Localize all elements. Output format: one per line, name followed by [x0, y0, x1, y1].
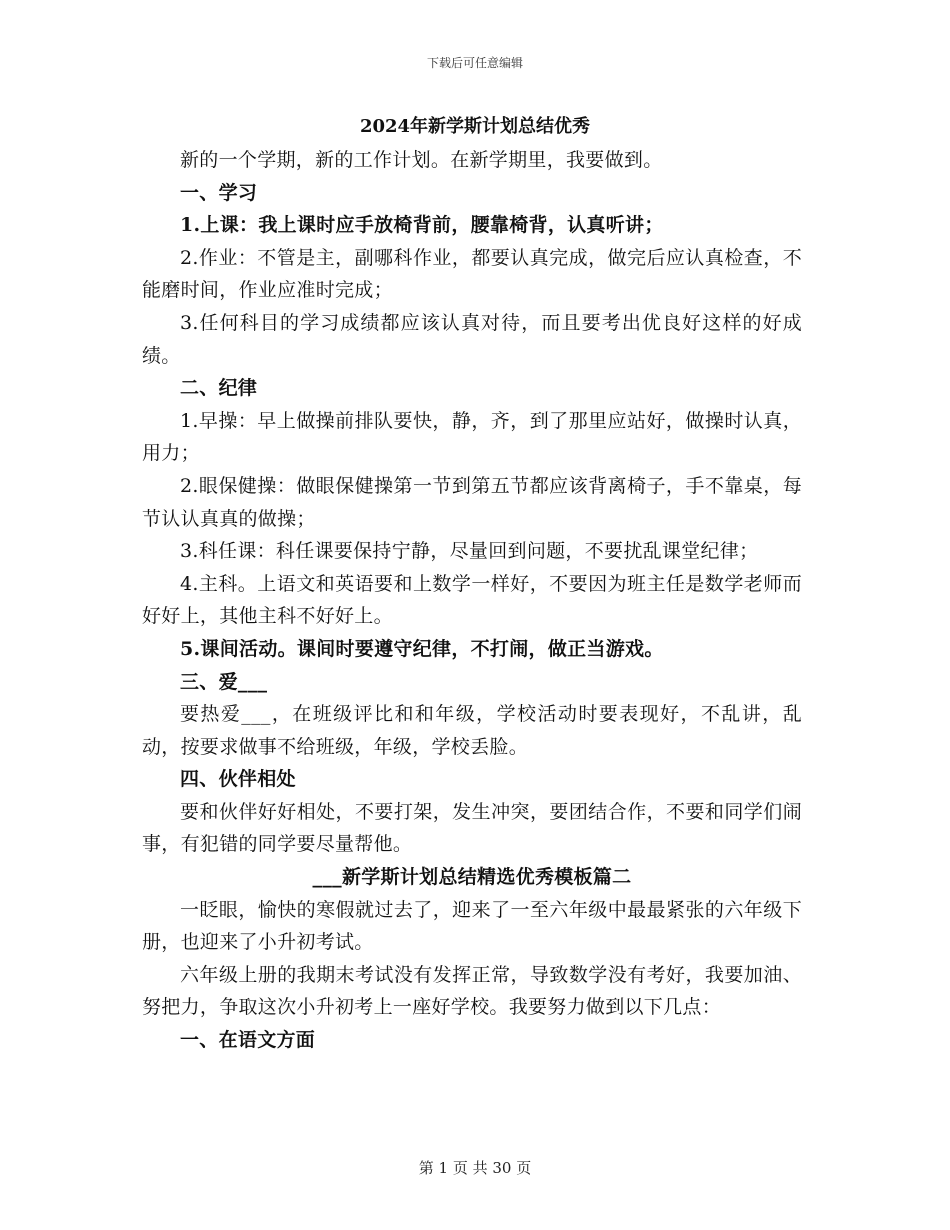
paragraph-intro: 新的一个学期，新的工作计划。在新学期里，我要做到。 [180, 149, 663, 171]
page-number: 第 1 页 共 30 页 [418, 1159, 532, 1177]
page-header-note: 下载后可任意编辑 [426, 56, 523, 70]
paragraph-love: 要热爱___，在班级评比和和年级，学校活动时要表现好，不乱讲，乱动，按要求做事不给班级，年级，学校丢脸。 [142, 703, 802, 758]
paragraph-eye-exercise: 2.眼保健操：做眼保健操第一节到第五节都应该背离椅子，手不靠桌，每节认认真真的做操； [142, 474, 802, 530]
paragraph-morning-exercise: 1.早操：早上做操前排队要快，静，齐，到了那里应站好，做操时认真，用力； [142, 409, 802, 465]
document-title: 2024年新学斯计划总结优秀 [359, 116, 591, 137]
paragraph-class: 1.上课：我上课时应手放椅背前，腰靠椅背，认真听讲； [180, 214, 664, 237]
paragraph-grades: 3.任何科目的学习成绩都应该认真对待，而且要考出优良好这样的好成绩。 [142, 311, 802, 367]
document-body [142, 144, 802, 1057]
paragraph-partners: 要和伙伴好好相处，不要打架，发生冲突，要团结合作，不要和同学们闹事，有犯错的同学要尽量帮他。 [142, 800, 802, 856]
heading-partners: 四、伙伴相处 [180, 768, 296, 791]
paragraph-winter-break: 一眨眼，愉快的寒假就过去了，迎来了一至六年级中最最紧张的六年级下册，也迎来了小升初考试。 [142, 898, 802, 954]
heading-chinese: 一、在语文方面 [180, 1029, 316, 1052]
heading-love: 三、爱___ [180, 670, 268, 693]
paragraph-subject-class: 3.科任课：科任课要保持宁静，尽量回到问题，不要扰乱课堂纪律； [180, 540, 759, 563]
heading-study: 一、学习 [180, 181, 258, 204]
paragraph-recess: 5.课间活动。课间时要遵守纪律，不打闹，做正当游戏。 [180, 637, 664, 660]
section-title-part-two: ___新学斯计划总结精选优秀模板篇二 [312, 866, 632, 889]
paragraph-main-subjects: 4.主科。上语文和英语要和上数学一样好，不要因为班主任是数学老师而好好上，其他主科不好好上。 [142, 572, 802, 628]
heading-discipline: 二、纪律 [180, 377, 258, 400]
paragraph-exam-goal: 六年级上册的我期末考试没有发挥正常，导致数学没有考好，我要加油、努把力，争取这次小升初考上一座好学校。我要努力做到以下几点： [142, 963, 802, 1019]
paragraph-homework: 2.作业：不管是主，副哪科作业，都要认真完成，做完后应认真检查，不能磨时间，作业应准时完成； [142, 246, 802, 302]
